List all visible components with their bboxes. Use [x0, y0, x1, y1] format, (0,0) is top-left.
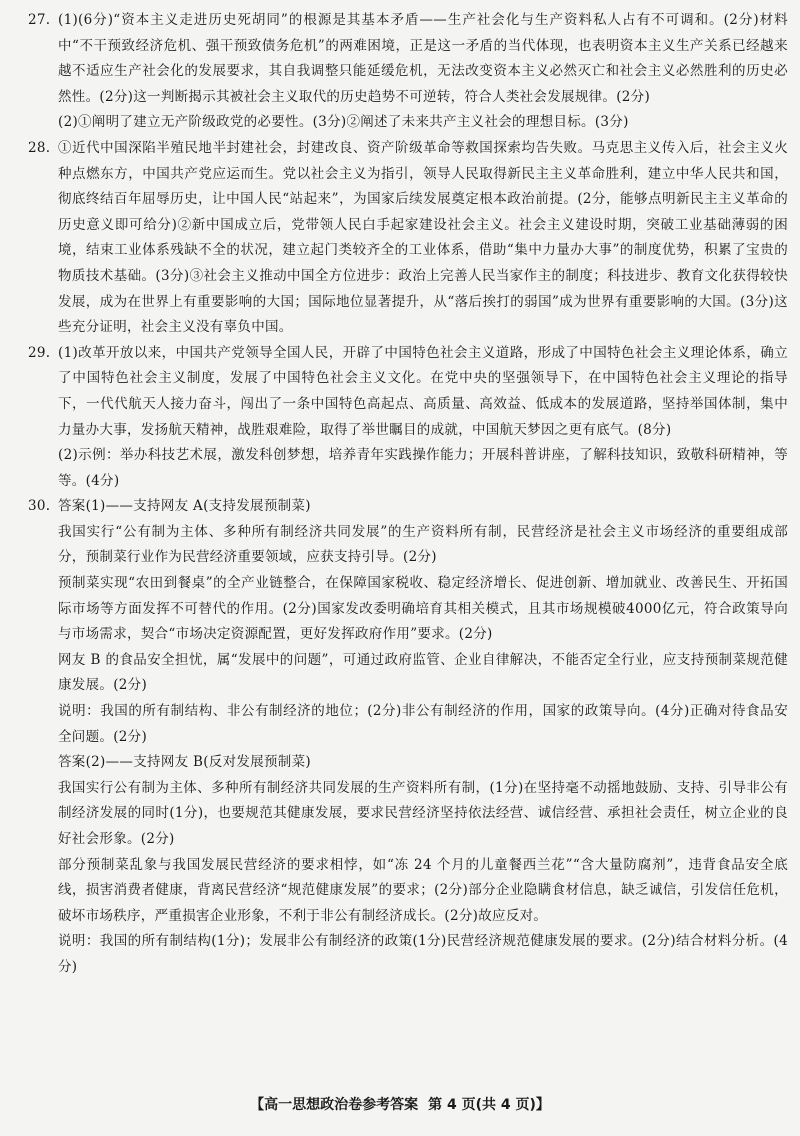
answer-content [28, 8, 788, 981]
q30-answer1-note: 说明：我国的所有制结构、非公有制经济的地位；(2分)非公有制经济的作用，国家的政策导向。(4分)正确对待食品安全问题。(2分) [58, 703, 788, 745]
q29-answer-part1: (1)改革开放以来，中国共产党领导全国人民，开辟了中国特色社会主义道路，形成了中国特色社会主义理论体系，确立了中国特色社会主义制度，发展了中国特色社会主义文化。在党中央的坚强领导下，在中国特色社会主义理论的指导下，一代代航天人接力奋斗，闯出了一条中国特色高起点、高质量、高效益、低成本的发展道路，坚持举国体制，集中力量办大事，发扬航天精神，战胜艰难险，取得了举世瞩目的成就，中国航天梦因之更有底气。(8分) [58, 344, 788, 438]
q30-answer1-para3: 网友 B 的食品安全担忧，属“发展中的问题”，可通过政府监管、企业自律解决，不能否定全行业，应支持预制菜规范健康发展。(2分) [58, 651, 788, 694]
footer-page-number: 第 4 页(共 4 页)】 [428, 1097, 550, 1113]
question-number: 28. [28, 139, 51, 156]
q30-answer2-para1: 我国实行公有制为主体、多种所有制经济共同发展的生产资料所有制，(1分)在坚持毫不动摇地鼓励、支持、引导非公有制经济发展的同时(1分)，也要规范其健康发展，要求民营经济坚持依法经营、诚信经营、承担社会责任，树立企业的良好社会形象。(2分) [58, 779, 788, 847]
question-number: 27. [28, 12, 51, 28]
q30-answer2-note: 说明：我国的所有制结构(1分)；发展非公有制经济的政策(1分)民营经济规范健康发展的要求。(2分)结合材料分析。(4分) [58, 933, 788, 975]
question-30 [28, 494, 788, 520]
question-number: 29. [28, 344, 51, 361]
q30-answer2-para2: 部分预制菜乱象与我国发展民营经济的要求相悖，如“冻 24 个月的儿童餐西兰花”“含大量防腐剂”，违背食品安全底线，损害消费者健康，背离民营经济“规范健康发展”的要求；(2分)部分企业隐瞒食材信息，缺乏诚信，引发信任危机，破坏市场秩序，严重损害企业形象，不利于非公有制经济成长。(2分)故应反对。 [58, 856, 788, 924]
q27-answer-part1: (1)(6分)“资本主义走进历史死胡同”的根源是其基本矛盾——生产社会化与生产资料私人占有不可调和。(2分)材料中“不干预致经济危机、强干预致债务危机”的两难困境，正是这一矛盾的当代体现，也表明资本主义生产关系已经越来越不适应生产社会化的发展要求，其自我调整只能延缓危机，无法改变资本主义必然灭亡和社会主义必然胜利的历史必然性。(2分)这一判断揭示其被社会主义取代的历史趋势不可逆转，符合人类社会发展规律。(2分) [58, 12, 788, 105]
question-27 [28, 8, 788, 136]
page-footer [0, 1094, 800, 1114]
q30-answer1-para1: 我国实行“公有制为主体、多种所有制经济共同发展”的生产资料所有制，民营经济是社会主义市场经济的重要组成部分，预制菜行业作为民营经济重要领域，应获支持引导。(2分) [58, 523, 788, 566]
footer-title: 【高一思想政治卷参考答案 [250, 1097, 419, 1113]
question-29 [28, 341, 788, 495]
q27-answer-part2: (2)①阐明了建立无产阶级政党的必要性。(3分)②阐述了未来共产主义社会的理想目标。(3分) [58, 114, 629, 131]
question-28 [28, 136, 788, 341]
q28-answer: ①近代中国深陷半殖民地半封建社会，封建改良、资产阶级革命等救国探索均告失败。马克思主义传入后，社会主义火种点燃东方，中国共产党应运而生。党以社会主义为指引，领导人民取得新民主主义革命胜利，建立中华人民共和国，彻底终结百年屈辱历史，让中国人民“站起来”，为国家后续发展奠定根本政治前提。(2分，能够点明新民主主义革命的历史意义即可给分)②新中国成立后，党带领人民白手起家建设社会主义。社会主义建设时期，突破工业基础薄弱的困境，结束工业体系残缺不全的状况，建立起门类较齐全的工业体系，借助“集中力量办大事”的制度优势，积累了宝贵的物质技术基础。(3分)③社会主义推动中国全方位进步：政治上完善人民当家作主的制度；科技进步、教育文化获得较快发展，成为在世界上有重要影响的大国；国际地位显著提升，从“落后挨打的弱国”成为世界有重要影响的大国。(3分)这些充分证明，社会主义没有辜负中国。 [58, 139, 788, 336]
q30-answer2-heading: 答案(2)——支持网友 B(反对发展预制菜) [58, 754, 311, 771]
q30-answer1-heading: 答案(1)——支持网友 A(支持发展预制菜) [58, 498, 311, 515]
q29-answer-part2: (2)示例：举办科技艺术展，激发科创梦想，培养青年实践操作能力；开展科普讲座，了解科技知识，致敬科研精神，等等。(4分) [58, 447, 788, 489]
q30-answer1-para2: 预制菜实现“农田到餐桌”的全产业链整合，在保障国家税收、稳定经济增长、促进创新、增加就业、改善民生、开拓国际市场等方面发挥不可替代的作用。(2分)国家发改委明确培育其相关模式，且其市场规模破4000亿元，符合政策导向与市场需求，契合“市场决定资源配置，更好发挥政府作用”要求。(2分) [58, 575, 788, 643]
question-number: 30. [28, 498, 51, 515]
